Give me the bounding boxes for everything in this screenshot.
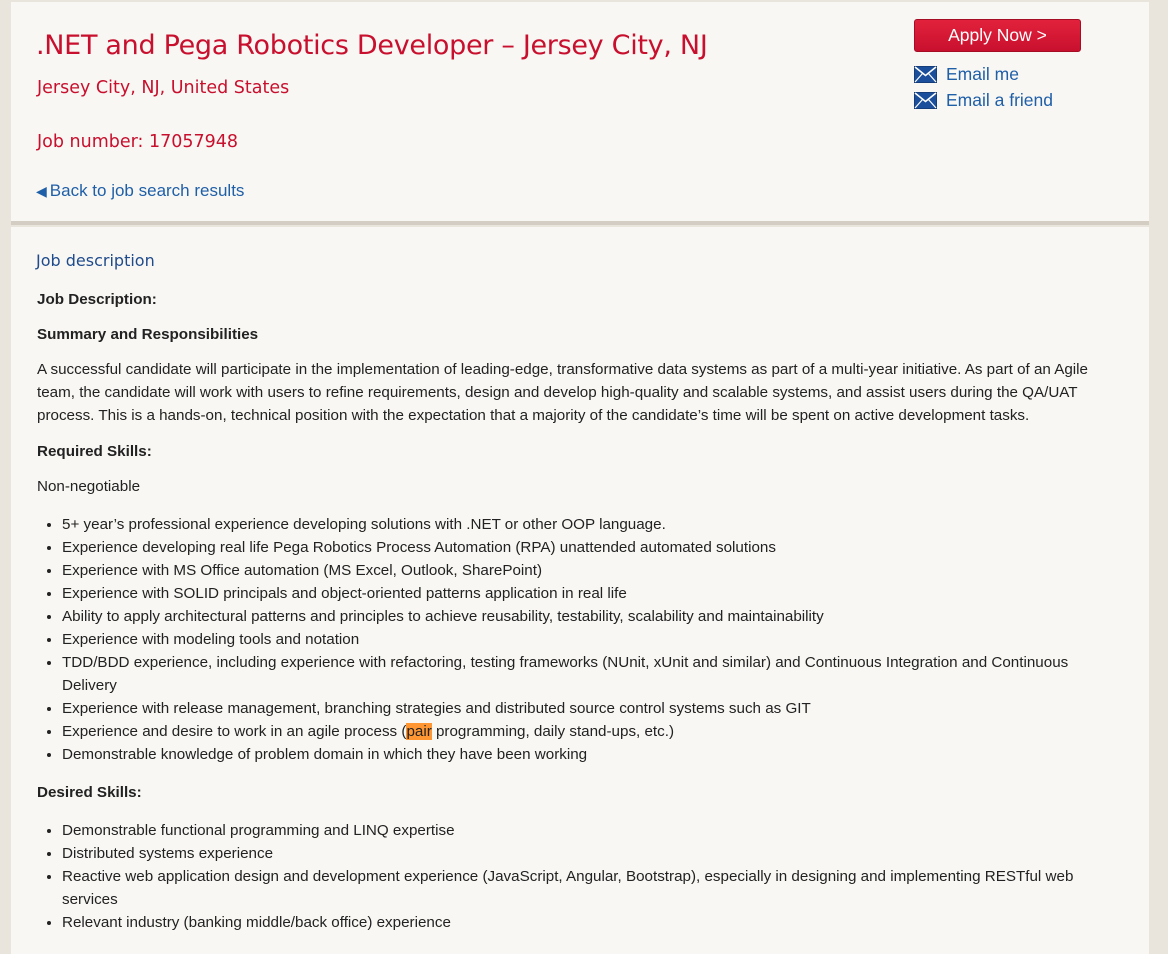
back-link-label: Back to job search results xyxy=(49,181,245,200)
back-arrow-icon: ◀ xyxy=(36,183,47,199)
list-item: • Demonstrable functional programming and LINQ expertise xyxy=(62,819,1127,842)
non-negotiable-text: Non-negotiable xyxy=(37,478,141,495)
section-divider xyxy=(11,221,1149,225)
email-a-friend-link[interactable] xyxy=(914,89,1053,111)
envelope-icon xyxy=(914,66,937,83)
list-item: • TDD/BDD experience, including experience with refactoring, testing frameworks (NUnit, xUnit and similar) and Continuous Integration and Continuous Delivery xyxy=(62,651,1127,697)
email-me-link[interactable] xyxy=(914,63,1019,85)
list-item: • Ability to apply architectural patterns and principles to achieve reusability, testability, scalability and maintainability xyxy=(62,605,1127,628)
apply-now-button[interactable]: Apply Now > xyxy=(914,19,1081,52)
job-description-panel xyxy=(11,227,1149,954)
job-number: Job number: 17057948 xyxy=(37,132,239,152)
email-me-label: Email me xyxy=(946,63,1019,84)
search-highlight: pair xyxy=(406,723,432,740)
desired-skills-label: Desired Skills: xyxy=(37,784,142,801)
desired-skills-list xyxy=(37,819,1127,934)
job-location: Jersey City, NJ, United States xyxy=(37,78,290,98)
summary-label: Summary and Responsibilities xyxy=(37,326,259,343)
list-item: • Experience with SOLID principals and object-oriented patterns application in real life xyxy=(62,582,1127,605)
required-skills-list xyxy=(37,513,1127,766)
list-item: • Experience with modeling tools and notation xyxy=(62,628,1127,651)
job-description-label: Job Description: xyxy=(37,291,157,308)
list-item: • Experience developing real life Pega Robotics Process Automation (RPA) unattended automated solutions xyxy=(62,536,1127,559)
list-item: • Experience with MS Office automation (MS Excel, Outlook, SharePoint) xyxy=(62,559,1127,582)
list-item: • Relevant industry (banking middle/back office) experience xyxy=(62,911,1127,934)
envelope-icon xyxy=(914,92,937,109)
agile-text-after: programming, daily stand-ups, etc.) xyxy=(431,723,675,740)
summary-text: A successful candidate will participate in the implementation of leading-edge, transformative data systems as part of a multi-year initiative. As part of an Agile team, the candidate will work with users to refine requirements, design and develop high-quality and scalable systems, and assist users during the QA/UAT process. This is a hands-on, technical position with the expectation that a majority of the candidate’s time will be spent on active development tasks. xyxy=(37,361,1089,424)
list-item: • Demonstrable knowledge of problem domain in which they have been working xyxy=(62,743,1127,766)
agile-text-before: Experience and desire to work in an agile process ( xyxy=(62,723,407,740)
section-heading: Job description xyxy=(36,251,155,270)
description-content xyxy=(37,288,1127,934)
list-item xyxy=(62,720,1127,743)
page-title: .NET and Pega Robotics Developer – Jersey City, NJ xyxy=(36,30,708,61)
back-to-results-link[interactable] xyxy=(36,181,244,201)
list-item: • Reactive web application design and development experience (JavaScript, Angular, Bootstrap), especially in designing and implementing RESTful web services xyxy=(62,865,1127,911)
list-item: • 5+ year’s professional experience developing solutions with .NET or other OOP language. xyxy=(62,513,1127,536)
required-skills-label: Required Skills: xyxy=(37,443,152,460)
list-item: • Experience with release management, branching strategies and distributed source control systems such as GIT xyxy=(62,697,1127,720)
job-header xyxy=(11,2,1149,221)
list-item: • Distributed systems experience xyxy=(62,842,1127,865)
email-friend-label: Email a friend xyxy=(946,89,1053,110)
